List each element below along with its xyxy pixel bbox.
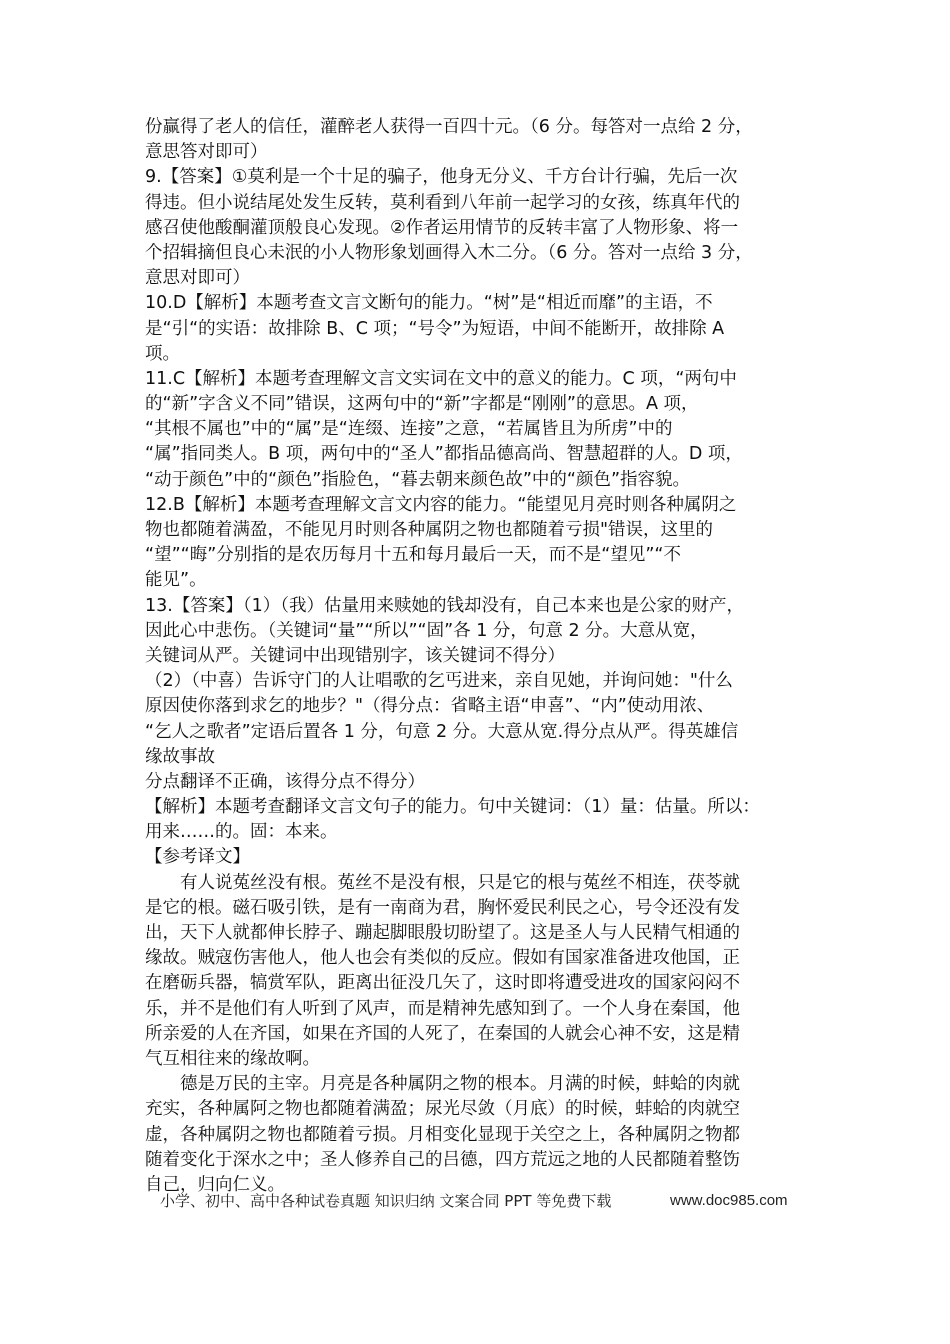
text-line: 13.【答案】（1）（我）估量用来赎她的钱却没有，自己本来也是公家的财产， (145, 595, 744, 616)
translation-paragraph-line: 缘故。贼寇伤害他人，他人也会有类似的反应。假如有国家准备进攻他国，正 (145, 948, 740, 969)
text-line: “乞人之歌者”定语后置各 1 分，句意 2 分。大意从宽.得分点从严。得英雄信 (145, 721, 739, 742)
text-line: “其根不属也”中的“属”是“连缀、连接”之意，“若属皆且为所虏”中的 (145, 419, 673, 440)
text-line: 10.D【解析】本题考查文言文断句的能力。“树”是“相近而靡”的主语，不 (145, 293, 713, 314)
text-line: 缘故事故 (145, 746, 215, 767)
translation-paragraph-line: 乐，并不是他们有人听到了风声，而是精神先感知到了。一个人身在秦国，他 (145, 998, 740, 1019)
text-line: 11.C【解析】本题考查理解文言文实词在文中的意义的能力。C 项，“两句中 (145, 368, 737, 389)
text-line: 物也都随着满盈，不能见月时则各种属阴之物也都随着亏损"错误，这里的 (145, 520, 714, 540)
text-line: 能见”。 (145, 570, 207, 591)
translation-paragraph-line: 是它的根。磁石吸引铁，是有一南商为君，胸怀爱民利民之心，号令还没有发 (145, 897, 740, 918)
text-line: “动于颜色”中的“颜色”指脸色，“暮去朝来颜色故”中的“颜色”指容貌。 (145, 469, 691, 490)
translation-paragraph-line: 德是万民的主宰。月亮是各种属阴之物的根本。月满的时候，蚌蛤的肉就 (180, 1074, 740, 1095)
text-line: 12.B【解析】本题考查理解文言文内容的能力。“能望见月亮时则各种属阴之 (145, 494, 737, 515)
text-line: 因此心中悲伤。（关键词“量”“所以”“固”各 1 分，句意 2 分。大意从宽， (145, 620, 708, 641)
document-body (145, 115, 805, 1198)
text-line: 得违。但小说结尾处发生反转，莫利看到八年前一起学习的女孩，练真年代的 (145, 192, 740, 213)
text-line: 是“引“的实语：故排除 B、C 项；“号令”为短语，中间不能断开，故排除 A (145, 318, 725, 339)
translation-paragraph-line: 气互相往来的缘故啊。 (145, 1048, 320, 1069)
translation-paragraph-line: 自己，归向仁义。 (145, 1174, 285, 1195)
translation-paragraph-line: 充实，各种属阿之物也都随着满盈；尿光尽敛（月底）的时候，蚌蛤的肉就空 (145, 1099, 740, 1120)
text-line: 关键词从严。关键词中出现错别字，该关键词不得分） (145, 645, 565, 666)
footer-text: 小学、初中、高中各种试卷真题 知识归纳 文案合同 PPT 等免费下载 (160, 1192, 612, 1210)
text-line: （2）（中喜）告诉守门的人让唱歌的乞丐进来，亲自见她，并询问她："什么 (145, 671, 733, 692)
text-line: 意思答对即可） (145, 142, 268, 163)
translation-paragraph-line: 出，天下人就都伸长脖子、蹦起脚眼殷切盼望了。这是圣人与人民精气相通的 (145, 923, 740, 943)
text-line: 意思对即可） (145, 268, 250, 289)
text-line: 个招辑摘但良心未泯的小人物形象划画得入木二分。（6 分。答对一点给 3 分， (145, 242, 753, 263)
text-line: “望”“晦”分别指的是农历每月十五和每月最后一天，而不是“望见”“不 (145, 545, 681, 566)
translation-paragraph-line: 有人说菟丝没有根。菟丝不是没有根，只是它的根与菟丝不相连，茯苓就 (180, 872, 740, 893)
section-heading: 【参考译文】 (145, 847, 250, 868)
text-line: 9.【答案】①莫利是一个十足的骗子，他身无分义、千方台计行骗，先后一次 (145, 167, 738, 188)
translation-paragraph-line: 所亲爱的人在齐国，如果在齐国的人死了，在秦国的人就会心神不安，这是精 (145, 1023, 740, 1044)
text-line: “属”指同类人。B 项，两句中的“圣人”都指品德高尚、智慧超群的人。D 项， (145, 444, 743, 465)
text-line: 份赢得了老人的信任，灌醉老人获得一百四十元。（6 分。每答对一点给 2 分， (145, 117, 753, 137)
translation-paragraph-line: 随着变化于深水之中；圣人修养自己的吕德，四方荒远之地的人民都随着整饬 (145, 1149, 740, 1170)
text-line: 原因使你落到求乞的地步？"（得分点：省略主语“申喜”、“内”使动用浓、 (145, 696, 715, 717)
translation-paragraph-line: 虚，各种属阴之物也都随着亏损。月相变化显现于关空之上，各种属阴之物都 (145, 1124, 740, 1145)
translation-paragraph-line: 在磨砺兵器，犒赏军队，距离出征没几矢了，这时即将遭受进攻的国家闷闷不 (145, 973, 740, 994)
text-line: 分点翻译不正确，该得分点不得分） (145, 771, 425, 792)
text-line: 用来……的。固：本来。 (145, 822, 338, 843)
text-line: 【解析】本题考查翻译文言文句子的能力。句中关键词：（1）量：估量。所以： (145, 797, 760, 818)
page-footer (160, 1190, 840, 1212)
text-line: 项。 (145, 343, 180, 364)
text-line: 的“新”字含义不同”错误，这两句中的“新”字都是“刚刚”的意思。A 项， (145, 394, 699, 415)
text-line: 感召使他酸酮灌顶般良心发现。②作者运用情节的反转丰富了人物形象、将一 (145, 217, 739, 238)
footer-site-link[interactable]: www.doc985.com (670, 1192, 788, 1209)
